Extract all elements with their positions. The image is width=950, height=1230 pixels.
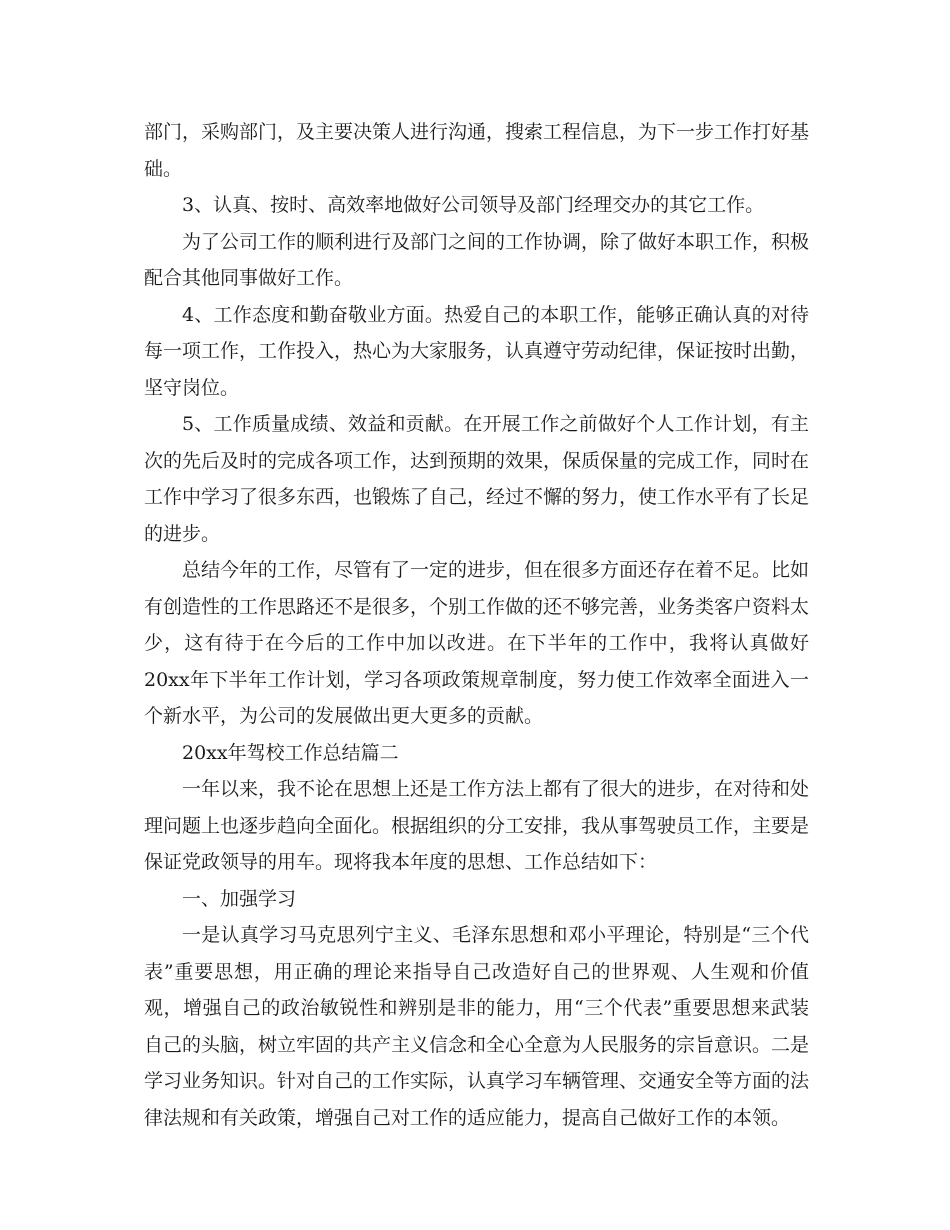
document-body	[144, 114, 809, 1136]
paragraph-2: 3、认真、按时、高效率地做好公司领导及部门经理交办的其它工作。	[182, 194, 765, 216]
paragraph-3: 为了公司工作的顺利进行及部门之间的工作协调，除了做好本职工作，积极配合其他同事做好工作。	[144, 230, 810, 289]
paragraph-5: 5、工作质量成绩、效益和贡献。在开展工作之前做好个人工作计划，有主次的先后及时的完成各项工作，达到预期的效果，保质保量的完成工作，同时在工作中学习了很多东西，也锻炼了自己，经过不懈的努力，使工作水平有了长足的进步。	[144, 413, 810, 545]
paragraph-10: 一是认真学习马克思列宁主义、毛泽东思想和邓小平理论，特别是“三个代表”重要思想，用正确的理论来指导自己改造好自己的世界观、人生观和价值观，增强自己的政治敏锐性和辨别是非的能力，用“三个代表”重要思想来武装自己的头脑，树立牢固的共产主义信念和全心全意为人民服务的宗旨意识。二是学习业务知识。针对自己的工作实际，认真学习车辆管理、交通安全等方面的法律法规和有关政策，增强自己对工作的适应能力，提高自己做好工作的本领。	[144, 924, 810, 1129]
section-heading: 20xx年驾校工作总结篇二	[182, 741, 399, 764]
paragraph-6: 总结今年的工作，尽管有了一定的进步，但在很多方面还存在着不足。比如有创造性的工作思路还不是很多，个别工作做的还不够完善，业务类客户资料太少，这有待于在今后的工作中加以改进。在下半年的工作中，我将认真做好20xx年下半年工作计划，学习各项政策规章制度，努力使工作效率全面进入一个新水平，为公司的发展做出更大更多的贡献。	[144, 559, 810, 727]
paragraph-4: 4、工作态度和勤奋敬业方面。热爱自己的本职工作，能够正确认真的对待每一项工作，工作投入，热心为大家服务，认真遵守劳动纪律，保证按时出勤，坚守岗位。	[144, 303, 810, 399]
paragraph-1: 部门，采购部门，及主要决策人进行沟通，搜索工程信息，为下一步工作打好基础。	[144, 121, 810, 180]
paragraph-8: 一年以来，我不论在思想上还是工作方法上都有了很大的进步，在对待和处理问题上也逐步趋向全面化。根据组织的分工安排，我从事驾驶员工作，主要是保证党政领导的用车。现将我本年度的思想、工作总结如下：	[144, 778, 810, 873]
subsection-heading: 一、加强学习	[182, 887, 297, 910]
